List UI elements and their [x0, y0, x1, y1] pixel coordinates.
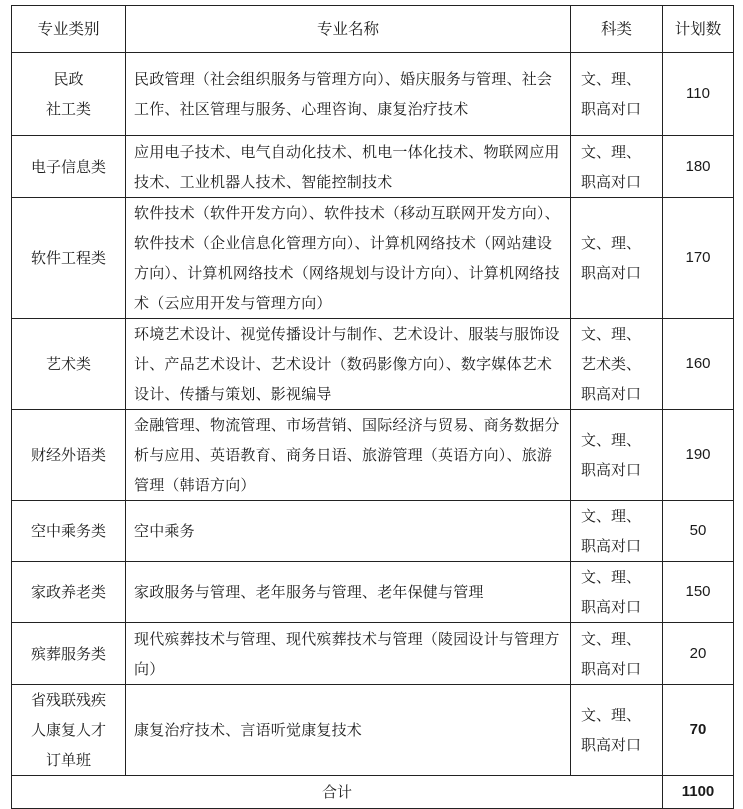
plan-count-cell: 70 [663, 685, 734, 776]
category-cell: 财经外语类 [12, 410, 126, 501]
header-subject: 科类 [571, 6, 663, 53]
major-names-cell: 空中乘务 [126, 501, 571, 562]
subject-cell: 文、理、 职高对口 [571, 685, 663, 776]
header-major-names: 专业名称 [126, 6, 571, 53]
table-row [12, 136, 734, 198]
enrollment-plan-table [11, 5, 734, 809]
plan-count-cell: 150 [663, 562, 734, 623]
table-row [12, 410, 734, 501]
major-names-cell: 金融管理、物流管理、市场营销、国际经济与贸易、商务数据分析与应用、英语教育、商务日语、旅游管理（英语方向）、旅游管理（韩语方向） [126, 410, 571, 501]
major-names-cell: 应用电子技术、电气自动化技术、机电一体化技术、物联网应用技术、工业机器人技术、智能控制技术 [126, 136, 571, 198]
major-names-cell: 康复治疗技术、言语听觉康复技术 [126, 685, 571, 776]
major-names-cell: 民政管理（社会组织服务与管理方向）、婚庆服务与管理、社会工作、社区管理与服务、心理咨询、康复治疗技术 [126, 53, 571, 136]
category-cell: 家政养老类 [12, 562, 126, 623]
category-cell: 省残联残疾 人康复人才 订单班 [12, 685, 126, 776]
header-plan-count: 计划数 [663, 6, 734, 53]
total-value: 1100 [663, 776, 734, 809]
major-names-cell: 环境艺术设计、视觉传播设计与制作、艺术设计、服装与服饰设计、产品艺术设计、艺术设计（数码影像方向）、数字媒体艺术设计、传播与策划、影视编导 [126, 319, 571, 410]
total-row [12, 776, 734, 809]
category-cell: 民政 社工类 [12, 53, 126, 136]
category-cell: 空中乘务类 [12, 501, 126, 562]
table-row [12, 198, 734, 319]
category-cell: 软件工程类 [12, 198, 126, 319]
plan-count-cell: 110 [663, 53, 734, 136]
table-row [12, 53, 734, 136]
plan-count-cell: 170 [663, 198, 734, 319]
table-header-row [12, 6, 734, 53]
subject-cell: 文、理、 艺术类、 职高对口 [571, 319, 663, 410]
header-category: 专业类别 [12, 6, 126, 53]
category-cell: 殡葬服务类 [12, 623, 126, 685]
subject-cell: 文、理、 职高对口 [571, 562, 663, 623]
plan-count-cell: 50 [663, 501, 734, 562]
subject-cell: 文、理、 职高对口 [571, 198, 663, 319]
table-row [12, 685, 734, 776]
category-cell: 电子信息类 [12, 136, 126, 198]
plan-count-cell: 20 [663, 623, 734, 685]
category-cell: 艺术类 [12, 319, 126, 410]
major-names-cell: 软件技术（软件开发方向）、软件技术（移动互联网开发方向）、软件技术（企业信息化管理方向）、计算机网络技术（网站建设方向）、计算机网络技术（网络规划与设计方向）、计算机网络技术（云应用开发与管理方向） [126, 198, 571, 319]
table-row [12, 501, 734, 562]
subject-cell: 文、理、 职高对口 [571, 136, 663, 198]
major-names-cell: 家政服务与管理、老年服务与管理、老年保健与管理 [126, 562, 571, 623]
plan-count-cell: 180 [663, 136, 734, 198]
subject-cell: 文、理、 职高对口 [571, 623, 663, 685]
plan-count-cell: 160 [663, 319, 734, 410]
major-names-cell: 现代殡葬技术与管理、现代殡葬技术与管理（陵园设计与管理方向） [126, 623, 571, 685]
subject-cell: 文、理、 职高对口 [571, 501, 663, 562]
total-label: 合计 [12, 776, 663, 809]
table-row [12, 623, 734, 685]
plan-count-cell: 190 [663, 410, 734, 501]
subject-cell: 文、理、 职高对口 [571, 53, 663, 136]
table-row [12, 319, 734, 410]
table-row [12, 562, 734, 623]
subject-cell: 文、理、 职高对口 [571, 410, 663, 501]
